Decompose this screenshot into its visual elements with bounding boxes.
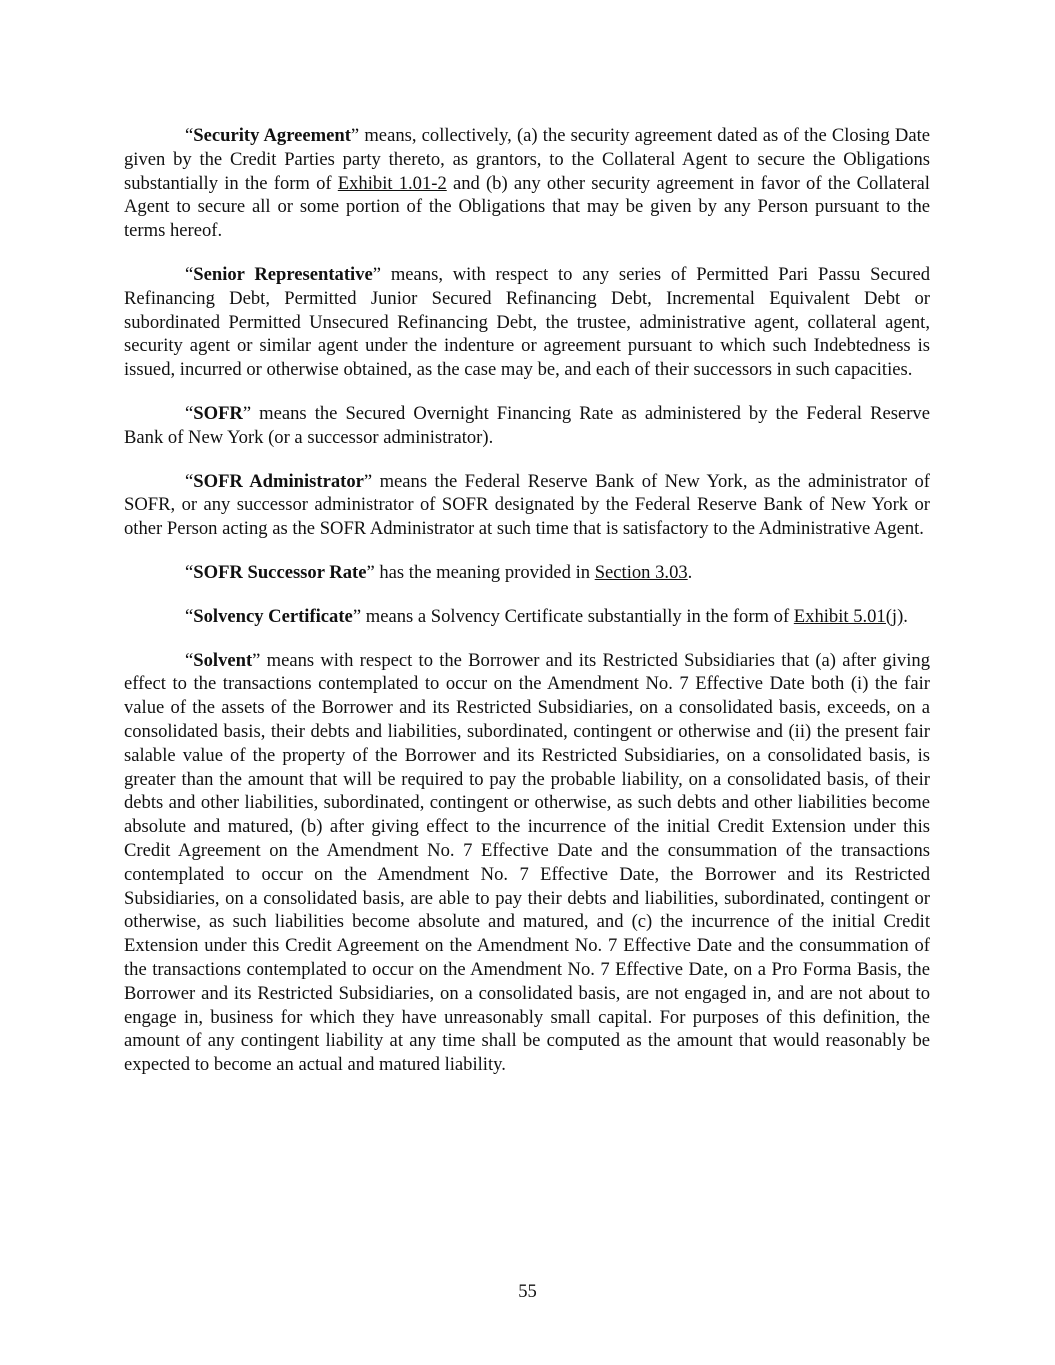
definition-text: . [687, 561, 693, 583]
definition-sofr-administrator [124, 470, 930, 541]
open-quote: “ [185, 649, 194, 671]
definition-solvency-certificate [124, 605, 930, 629]
definition-text: and (b) any other security agreement in favor of the Collateral Agent to secure all or some portion of the Obligations that may be given by any Person pursuant to the terms hereof. [124, 172, 930, 242]
definition-text: has the meaning provided in [374, 561, 595, 583]
exhibit-reference: Exhibit 1.01-2 [337, 172, 447, 194]
definition-security-agreement [124, 124, 930, 243]
defined-term: SOFR Successor Rate [193, 561, 367, 583]
definition-text: means the Secured Overnight Financing Rate as administered by the Federal Reserve Bank of New York (or a successor administrator). [124, 402, 930, 448]
close-quote: ” [252, 649, 261, 671]
document-page [124, 124, 930, 1097]
definition-senior-representative [124, 263, 930, 382]
close-quote: ” [242, 402, 252, 424]
definition-text: means a Solvency Certificate substantially in the form of [361, 605, 794, 627]
defined-term: Senior Representative [193, 263, 373, 285]
close-quote: ” [350, 125, 360, 146]
definition-text: means, collectively, (a) the security agreement dated as of the Closing Date given by the Credit Parties party thereto, as grantors, to the Collateral Agent to secure the Obligations substantially in the form of [124, 125, 930, 194]
definition-sofr [124, 402, 930, 450]
definition-text: means, with respect to any series of Permitted Pari Passu Secured Refinancing Debt, Permitted Junior Secured Refinancing Debt, Incremental Equivalent Debt or subordinated Permitted Unsecured Refinancing Debt, the trustee, administrative agent, collateral agent, security agent or similar agent under the indenture or agreement pursuant to which such Indebtedness is issued, incurred or otherwise obtained, as the case may be, and each of their successors in such capacities. [124, 263, 930, 381]
definition-sofr-successor-rate [124, 561, 930, 585]
defined-term: Solvency Certificate [193, 605, 353, 627]
defined-term: SOFR [193, 402, 243, 424]
close-quote: ” [366, 561, 375, 583]
page-number: 55 [518, 1281, 537, 1302]
open-quote: “ [185, 125, 194, 146]
definition-text: . [903, 605, 908, 627]
defined-term: Security Agreement [193, 125, 351, 146]
close-quote: ” [363, 470, 373, 492]
section-reference: Section 3.03 [594, 561, 688, 583]
open-quote: “ [185, 402, 194, 424]
open-quote: “ [185, 470, 194, 492]
close-quote: ” [372, 263, 382, 285]
defined-term: SOFR Administrator [193, 470, 364, 492]
definition-text: means the Federal Reserve Bank of New York, as the administrator of SOFR, or any successor administrator of SOFR designated by the Federal Reserve Bank of New York or other Person acting as the SOFR Administrator at such time that is satisfactory to the Administrative Agent. [124, 470, 930, 540]
open-quote: “ [185, 263, 194, 285]
open-quote: “ [185, 605, 194, 627]
definition-text: means with respect to the Borrower and its Restricted Subsidiaries that (a) after giving effect to the transactions contemplated to occur on the Amendment No. 7 Effective Date both (i) the fair value of the assets of the Borrower and its Restricted Subsidiaries, on a consolidated basis, exceeds, on a consolidated basis, their debts and liabilities, subordinated, contingent or otherwise and (ii) the present fair salable value of the property of the Borrower and its Restricted Subsidiaries, on a consolidated basis, is greater than the amount that will be required to pay the probable liability, on a consolidated basis, of their debts and other liabilities, subordinated, contingent or otherwise, as such debts and other liabilities become absolute and matured, (b) after giving effect to the incurrence of the initial Credit Extension under this Credit Agreement on the Amendment No. 7 Effective Date and the consummation of the transactions contemplated to occur on the Amendment No. 7 Effective Date, the Borrower and its Restricted Subsidiaries, on a consolidated basis, are able to pay their debts and liabilities, subordinated, contingent or otherwise, as such liabilities become absolute and matured, and (c) the incurrence of the initial Credit Extension under this Credit Agreement on the Amendment No. 7 Effective Date and the consummation of the transactions contemplated to occur on the Amendment No. 7 Effective Date, on a Pro Forma Basis, the Borrower and its Restricted Subsidiaries, on a consolidated basis, are not engaged in, and are not about to engage in, business for which they have unreasonably small capital. For purposes of this definition, the amount of any contingent liability at any time shall be computed as the amount that would reasonably be expected to become an actual and matured liability. [124, 649, 930, 1076]
open-quote: “ [185, 561, 194, 583]
defined-term: Solvent [193, 649, 253, 671]
definition-solvent [124, 649, 930, 1077]
exhibit-reference: Exhibit 5.01(j) [793, 605, 904, 627]
close-quote: ” [352, 605, 362, 627]
